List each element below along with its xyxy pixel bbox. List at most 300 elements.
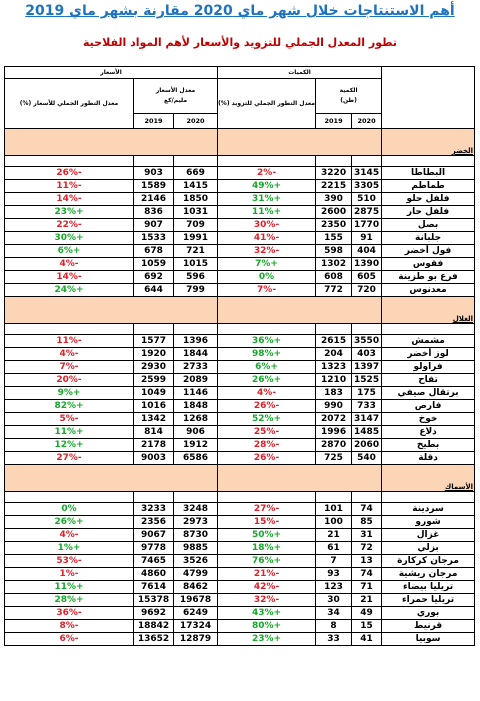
supply-change: -25% <box>218 426 316 439</box>
quantity-2019-header: 2019 <box>316 114 352 129</box>
supply-change: -26% <box>218 452 316 465</box>
table-row <box>5 335 475 348</box>
quantity-2019: 2870 <box>316 439 352 452</box>
price-change: -4% <box>5 529 134 542</box>
price-change: +1% <box>5 542 134 555</box>
quantity-2020: 175 <box>352 387 382 400</box>
spacer-cell <box>316 156 352 167</box>
quantity-2020: 3305 <box>352 180 382 193</box>
quantity-2020: 13 <box>352 555 382 568</box>
quantity-2019: 990 <box>316 400 352 413</box>
supply-change: +49% <box>218 180 316 193</box>
price-2020: 2733 <box>174 361 218 374</box>
item-name: معدنوس <box>382 284 475 297</box>
price-change-header: معدل التطور الجملي للأسعار (%) <box>5 79 134 129</box>
price-2019: 3233 <box>134 503 174 516</box>
price-2019: 4860 <box>134 568 174 581</box>
price-2019: 1577 <box>134 335 174 348</box>
table-row <box>5 245 475 258</box>
price-2020: 9885 <box>174 542 218 555</box>
spacer-cell <box>218 492 316 503</box>
price-2019: 2146 <box>134 193 174 206</box>
price-2019: 1533 <box>134 232 174 245</box>
price-change: -26% <box>5 167 134 180</box>
price-change: +82% <box>5 400 134 413</box>
price-change: +24% <box>5 284 134 297</box>
quantity-2019: 725 <box>316 452 352 465</box>
price-change: -5% <box>5 413 134 426</box>
table-row <box>5 206 475 219</box>
spacer-cell <box>352 492 382 503</box>
quantity-2020: 3145 <box>352 167 382 180</box>
item-name: بوري <box>382 607 475 620</box>
quantity-2019: 8 <box>316 620 352 633</box>
price-2020: 6249 <box>174 607 218 620</box>
item-name: جلبانة <box>382 232 475 245</box>
price-change: +6% <box>5 245 134 258</box>
price-change: 0% <box>5 503 134 516</box>
spacer-cell <box>352 324 382 335</box>
supply-change: -30% <box>218 219 316 232</box>
price-2019: 18842 <box>134 620 174 633</box>
price-2020: 1146 <box>174 387 218 400</box>
section-fill <box>5 129 218 156</box>
item-name: فقوس <box>382 258 475 271</box>
price-2019: 644 <box>134 284 174 297</box>
section-label: الأسماك <box>382 465 475 492</box>
quantity-2019: 30 <box>316 594 352 607</box>
table-row <box>5 555 475 568</box>
price-change: -11% <box>5 180 134 193</box>
supply-change-header: معدل التطور الجملي للتزويد (%) <box>218 79 316 129</box>
price-2020: 1415 <box>174 180 218 193</box>
prices-header: الأسعار <box>5 67 218 79</box>
spacer-cell <box>218 156 316 167</box>
spacer-cell <box>382 492 475 503</box>
supply-change: +36% <box>218 335 316 348</box>
price-change: -4% <box>5 258 134 271</box>
quantity-2020: 540 <box>352 452 382 465</box>
quantity-2019: 2215 <box>316 180 352 193</box>
quantity-2019: 155 <box>316 232 352 245</box>
item-name: غزال <box>382 529 475 542</box>
price-2019-header: 2019 <box>134 114 174 129</box>
section-label: الغلال <box>382 297 475 324</box>
spacer-cell <box>218 324 316 335</box>
quantity-2019: 772 <box>316 284 352 297</box>
item-name: فراولو <box>382 361 475 374</box>
table-row <box>5 439 475 452</box>
price-2019: 2599 <box>134 374 174 387</box>
spacer-row <box>5 156 475 167</box>
price-2020: 3248 <box>174 503 218 516</box>
supply-change: -15% <box>218 516 316 529</box>
price-2020: 2973 <box>174 516 218 529</box>
price-unit: مليم/كغ <box>163 97 188 104</box>
price-2019: 13652 <box>134 633 174 646</box>
quantity-2020: 403 <box>352 348 382 361</box>
quantity-2019: 2600 <box>316 206 352 219</box>
price-2019: 15378 <box>134 594 174 607</box>
quantity-2019: 1323 <box>316 361 352 374</box>
supply-change: -32% <box>218 594 316 607</box>
quantity-2020: 21 <box>352 594 382 607</box>
item-name: دقلة <box>382 452 475 465</box>
price-2020: 1848 <box>174 400 218 413</box>
quantity-2019: 2350 <box>316 219 352 232</box>
quantity-2019: 1302 <box>316 258 352 271</box>
price-2020: 1991 <box>174 232 218 245</box>
price-2020: 17324 <box>174 620 218 633</box>
supply-change: -4% <box>218 387 316 400</box>
quantity-2020: 74 <box>352 568 382 581</box>
price-2019: 814 <box>134 426 174 439</box>
price-change: -22% <box>5 219 134 232</box>
price-2020: 1015 <box>174 258 218 271</box>
price-2019: 907 <box>134 219 174 232</box>
quantity-unit: (طن) <box>340 97 357 104</box>
supply-change: -41% <box>218 232 316 245</box>
spacer-cell <box>316 324 352 335</box>
table-row <box>5 594 475 607</box>
quantity-2020: 91 <box>352 232 382 245</box>
table-row <box>5 542 475 555</box>
quantity-2020: 71 <box>352 581 382 594</box>
supply-change: +18% <box>218 542 316 555</box>
quantity-2019: 123 <box>316 581 352 594</box>
price-2019: 7614 <box>134 581 174 594</box>
table-row <box>5 413 475 426</box>
item-name: بصل <box>382 219 475 232</box>
price-change: -11% <box>5 335 134 348</box>
spacer-cell <box>134 492 174 503</box>
price-2019: 903 <box>134 167 174 180</box>
price-change: +9% <box>5 387 134 400</box>
supply-change: +26% <box>218 374 316 387</box>
quantity-2019: 3220 <box>316 167 352 180</box>
quantity-2019: 34 <box>316 607 352 620</box>
table-row <box>5 271 475 284</box>
price-change: -20% <box>5 374 134 387</box>
price-change: -36% <box>5 607 134 620</box>
quantity-2020: 1770 <box>352 219 382 232</box>
quantity-2020: 1390 <box>352 258 382 271</box>
spacer-cell <box>316 492 352 503</box>
item-name: مرجان ريشية <box>382 568 475 581</box>
item-name: شورو <box>382 516 475 529</box>
supply-change: +43% <box>218 607 316 620</box>
quantity-2020: 15 <box>352 620 382 633</box>
item-name: بطيخ <box>382 439 475 452</box>
price-2019: 1342 <box>134 413 174 426</box>
price-2019: 9003 <box>134 452 174 465</box>
price-change: +12% <box>5 439 134 452</box>
table-row <box>5 180 475 193</box>
item-name: سردينة <box>382 503 475 516</box>
table-row <box>5 426 475 439</box>
price-2020: 596 <box>174 271 218 284</box>
price-2020: 3526 <box>174 555 218 568</box>
price-2019: 9692 <box>134 607 174 620</box>
table-row <box>5 167 475 180</box>
item-name: بزلي <box>382 542 475 555</box>
price-change: +11% <box>5 581 134 594</box>
table-row <box>5 284 475 297</box>
item-name: لوز أخضر <box>382 348 475 361</box>
table-row <box>5 348 475 361</box>
supply-change: +31% <box>218 193 316 206</box>
price-change: -7% <box>5 361 134 374</box>
quantity-2020: 1525 <box>352 374 382 387</box>
price-2019: 1920 <box>134 348 174 361</box>
item-name: برتقال صيفي <box>382 387 475 400</box>
price-2019: 2930 <box>134 361 174 374</box>
quantities-header: الكميات <box>218 67 382 79</box>
quantity-2019: 101 <box>316 503 352 516</box>
supply-change: -7% <box>218 284 316 297</box>
table-row <box>5 607 475 620</box>
price-2019: 9778 <box>134 542 174 555</box>
price-2019: 678 <box>134 245 174 258</box>
quantity-2019: 183 <box>316 387 352 400</box>
price-change: -27% <box>5 452 134 465</box>
quantity-2020: 72 <box>352 542 382 555</box>
quantity-2019: 21 <box>316 529 352 542</box>
quantity-2019: 608 <box>316 271 352 284</box>
supply-change: +23% <box>218 633 316 646</box>
price-2020: 799 <box>174 284 218 297</box>
spacer-cell <box>352 156 382 167</box>
table-row <box>5 193 475 206</box>
page-title: أهم الاستنتاجات خلال شهر ماي 2020 مقارنة بشهر ماي 2019 <box>25 3 455 19</box>
price-2020: 4799 <box>174 568 218 581</box>
spacer-cell <box>174 324 218 335</box>
item-name: قرنيط <box>382 620 475 633</box>
supply-change: +80% <box>218 620 316 633</box>
quantity-label: الكمية <box>339 87 358 94</box>
price-change: -53% <box>5 555 134 568</box>
item-name: مشمش <box>382 335 475 348</box>
price-2019: 1049 <box>134 387 174 400</box>
quantity-2020: 720 <box>352 284 382 297</box>
quantity-2019: 1996 <box>316 426 352 439</box>
price-2019: 1589 <box>134 180 174 193</box>
quantity-2020: 3550 <box>352 335 382 348</box>
avg-price-label: معدل الأسعار <box>155 87 196 94</box>
spacer-cell <box>134 324 174 335</box>
price-2020: 19678 <box>174 594 218 607</box>
table-row <box>5 529 475 542</box>
table-row <box>5 633 475 646</box>
supply-change: -2% <box>218 167 316 180</box>
price-2019: 692 <box>134 271 174 284</box>
table-row <box>5 232 475 245</box>
supply-change: +98% <box>218 348 316 361</box>
item-name: خوخ <box>382 413 475 426</box>
price-change: -8% <box>5 620 134 633</box>
price-2020: 2089 <box>174 374 218 387</box>
item-name: فلفل حلو <box>382 193 475 206</box>
price-change: +30% <box>5 232 134 245</box>
price-2019: 2356 <box>134 516 174 529</box>
quantity-2020: 510 <box>352 193 382 206</box>
quantity-2019: 100 <box>316 516 352 529</box>
quantity-2020: 733 <box>352 400 382 413</box>
item-name: فرع بو طزينة <box>382 271 475 284</box>
table-row <box>5 219 475 232</box>
item-header <box>382 67 475 129</box>
table-row <box>5 361 475 374</box>
table-row <box>5 568 475 581</box>
supply-change: +11% <box>218 206 316 219</box>
quantity-2019: 7 <box>316 555 352 568</box>
supply-change: +50% <box>218 529 316 542</box>
price-change: +11% <box>5 426 134 439</box>
quantity-2019: 93 <box>316 568 352 581</box>
section-row <box>5 129 475 156</box>
spacer-cell <box>174 156 218 167</box>
quantity-2020: 2060 <box>352 439 382 452</box>
price-change: -4% <box>5 348 134 361</box>
item-name: فارص <box>382 400 475 413</box>
table-row <box>5 258 475 271</box>
spacer-cell <box>5 324 134 335</box>
section-fill <box>218 129 382 156</box>
table-row <box>5 620 475 633</box>
item-name: فلفل حار <box>382 206 475 219</box>
quantity-2020-header: 2020 <box>352 114 382 129</box>
quantity-2019: 598 <box>316 245 352 258</box>
supply-change: +76% <box>218 555 316 568</box>
price-change: +26% <box>5 516 134 529</box>
price-2020: 1850 <box>174 193 218 206</box>
supply-change: +52% <box>218 413 316 426</box>
price-2020: 1031 <box>174 206 218 219</box>
price-2020: 8730 <box>174 529 218 542</box>
table-subtitle: تطور المعدل الجملي للتزويد والأسعار لأهم المواد الفلاحية <box>83 36 397 49</box>
price-change: -6% <box>5 633 134 646</box>
quantity-header <box>316 79 382 114</box>
spacer-cell <box>5 492 134 503</box>
table-row <box>5 516 475 529</box>
price-change: +23% <box>5 206 134 219</box>
section-fill <box>218 297 382 324</box>
price-2019: 836 <box>134 206 174 219</box>
price-change: -14% <box>5 193 134 206</box>
price-2019: 9067 <box>134 529 174 542</box>
quantity-2020: 2875 <box>352 206 382 219</box>
section-fill <box>5 465 218 492</box>
supply-change: -32% <box>218 245 316 258</box>
spacer-row <box>5 492 475 503</box>
item-name: تفاح <box>382 374 475 387</box>
table-row <box>5 400 475 413</box>
quantity-2019: 2072 <box>316 413 352 426</box>
quantity-2020: 74 <box>352 503 382 516</box>
price-change: +28% <box>5 594 134 607</box>
spacer-cell <box>382 156 475 167</box>
quantity-2020: 31 <box>352 529 382 542</box>
quantity-2020: 85 <box>352 516 382 529</box>
price-2020: 709 <box>174 219 218 232</box>
price-2020: 1396 <box>174 335 218 348</box>
price-change: -14% <box>5 271 134 284</box>
quantity-2019: 61 <box>316 542 352 555</box>
table-row <box>5 452 475 465</box>
price-2020: 1844 <box>174 348 218 361</box>
supply-price-table <box>4 66 475 646</box>
price-2020: 669 <box>174 167 218 180</box>
price-2020: 721 <box>174 245 218 258</box>
item-name: البطاطا <box>382 167 475 180</box>
section-fill <box>218 465 382 492</box>
supply-change: -27% <box>218 503 316 516</box>
item-name: مرجان كركارة <box>382 555 475 568</box>
avg-price-header <box>134 79 218 114</box>
item-name: فول أخضر <box>382 245 475 258</box>
item-name: تريليا بيضاء <box>382 581 475 594</box>
table-row <box>5 503 475 516</box>
supply-change: +7% <box>218 258 316 271</box>
quantity-2020: 404 <box>352 245 382 258</box>
spacer-cell <box>5 156 134 167</box>
price-2019: 7465 <box>134 555 174 568</box>
section-label: الخضر <box>382 129 475 156</box>
quantity-2019: 204 <box>316 348 352 361</box>
spacer-cell <box>134 156 174 167</box>
quantity-2019: 33 <box>316 633 352 646</box>
table-row <box>5 374 475 387</box>
price-2020-header: 2020 <box>174 114 218 129</box>
section-row <box>5 465 475 492</box>
quantity-2019: 390 <box>316 193 352 206</box>
spacer-row <box>5 324 475 335</box>
spacer-cell <box>382 324 475 335</box>
price-2020: 6586 <box>174 452 218 465</box>
price-change: -1% <box>5 568 134 581</box>
item-name: دلاع <box>382 426 475 439</box>
supply-change: -42% <box>218 581 316 594</box>
spacer-cell <box>174 492 218 503</box>
quantity-2020: 41 <box>352 633 382 646</box>
quantity-2020: 3147 <box>352 413 382 426</box>
price-2020: 1268 <box>174 413 218 426</box>
price-2019: 1016 <box>134 400 174 413</box>
price-2020: 906 <box>174 426 218 439</box>
item-name: تريليا حمراء <box>382 594 475 607</box>
item-name: طماطم <box>382 180 475 193</box>
section-row <box>5 297 475 324</box>
price-2020: 8462 <box>174 581 218 594</box>
price-2020: 12879 <box>174 633 218 646</box>
quantity-2020: 605 <box>352 271 382 284</box>
table-row <box>5 581 475 594</box>
quantity-2020: 49 <box>352 607 382 620</box>
supply-change: -28% <box>218 439 316 452</box>
price-2020: 1912 <box>174 439 218 452</box>
quantity-2020: 1397 <box>352 361 382 374</box>
item-name: سوبيا <box>382 633 475 646</box>
price-2019: 1059 <box>134 258 174 271</box>
table-row <box>5 387 475 400</box>
supply-change: 0% <box>218 271 316 284</box>
quantity-2019: 1210 <box>316 374 352 387</box>
quantity-2020: 1485 <box>352 426 382 439</box>
quantity-2019: 2615 <box>316 335 352 348</box>
section-fill <box>5 297 218 324</box>
supply-change: -21% <box>218 568 316 581</box>
supply-change: -26% <box>218 400 316 413</box>
